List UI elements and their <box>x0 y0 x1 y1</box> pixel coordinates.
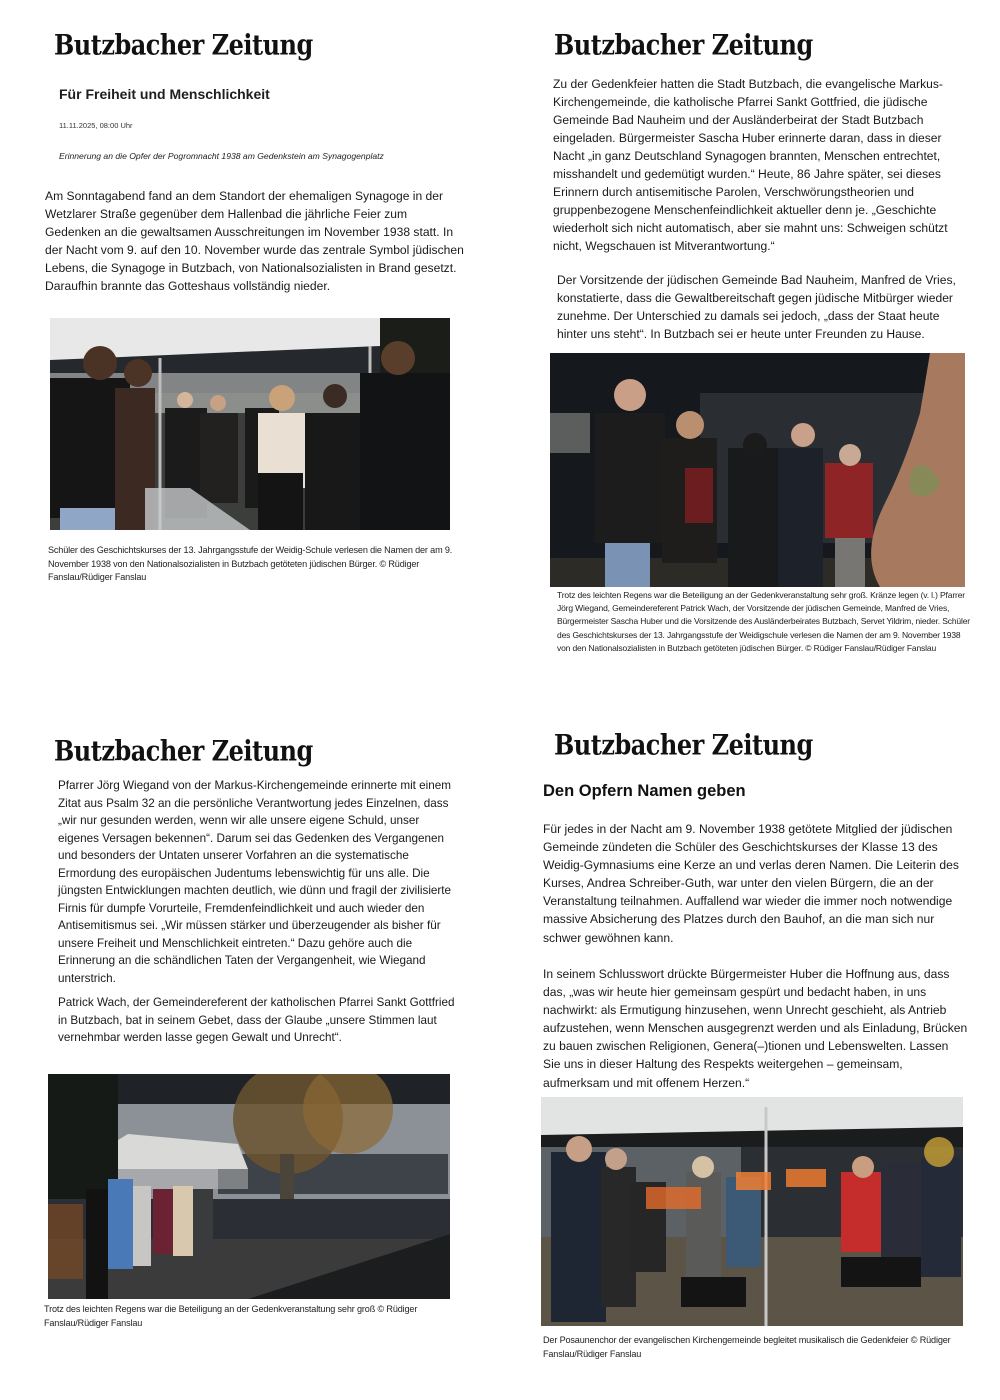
article-body <box>45 187 465 295</box>
article-body-continued <box>557 271 972 343</box>
photo-wreath-laying <box>550 353 965 587</box>
masthead-logo: Butzbacher Zeitung <box>554 728 813 762</box>
photo-caption: Trotz des leichten Regens war die Beteiligung an der Gedenkveranstaltung sehr groß © Rüdiger Fanslau/Rüdiger Fanslau <box>44 1304 418 1328</box>
photo-caption: Der Posaunenchor der evangelischen Kirchengemeinde begleitet musikalisch die Gedenkfeier © Rüdiger Fanslau/Rüdiger Fanslau <box>543 1335 951 1359</box>
masthead-logo: Butzbacher Zeitung <box>54 734 313 768</box>
article-headline: Für Freiheit und Menschlichkeit <box>59 86 270 102</box>
photo-brass-choir <box>541 1097 963 1326</box>
masthead-logo: Butzbacher Zeitung <box>54 28 313 62</box>
article-body-continued <box>58 994 458 1047</box>
article-body <box>58 777 458 987</box>
article-date: 11.11.2025, 08:00 Uhr <box>59 121 133 130</box>
article-body-continued <box>543 965 968 1092</box>
paragraph: Für jedes in der Nacht am 9. November 1938 getötete Mitglied der jüdischen Gemeinde zündeten die Schüler des Geschichtskurses der Klasse 13 des Weidig-Gymnasiums eine Kerze an und verlas deren Namen. Die Leiterin des Kurses, Andrea Schreiber-Guth, war unter den vielen Bürgern, die an der Veranstaltung teilnahmen. Auffallend war wieder die immer noch notwendige massive Absicherung des Platzes durch den Bauhof, an die man sich nur schwer gewöhnen kann. <box>543 822 959 945</box>
paragraph: Am Sonntagabend fand an dem Standort der ehemaligen Synagoge in der Wetzlarer Straße gegenüber dem Hallenbad die jährliche Feier zum Gedenken an die gewaltsamen Ausschreitungen im November 1938 statt. In der Nacht vom 9. auf den 10. November wurde das zentrale Symbol jüdischen Lebens, die Synagoge in Butzbach, von Nationalsozialisten in Brand gesetzt. Daraufhin brannte das Gotteshaus vollständig nieder. <box>45 189 464 293</box>
paragraph: Zu der Gedenkfeier hatten die Stadt Butzbach, die evangelische Markus-Kirchengemeinde, die katholische Pfarrei Sankt Gottfried, die jüdische Gemeinde Bad Nauheim und der Ausländerbeirat der Stadt Butzbach eingeladen. Bürgermeister Sascha Huber erinnerte daran, dass in dieser Nacht „in ganz Deutschland Synagogen brannten, Menschen entrechtet, misshandelt und gedemütigt wurden.“ Heute, 86 Jahre später, sei dieses Erinnern durch antisemitische Parolen, Verschwörungstheorien und gruppenbezogene Menschenfeindlichkeit aktueller denn je. „Geschichte wiederholt sich nicht automatisch, aber sie mahnt uns: Schweigen schützt nicht, Wegschauen ist Mitverantwortung.“ <box>553 77 948 253</box>
section-headline: Den Opfern Namen geben <box>543 782 746 800</box>
article-body <box>543 820 968 947</box>
photo-caption: Trotz des leichten Regens war die Beteiligung an der Gedenkveranstaltung sehr groß. Kränze legen (v. l.) Pfarrer Jörg Wiegand, Gemeindereferent Patrick Wach, der Vorsitzende der jüdischen Gemeinde, Manfred de Vries, Bürgermeister Sascha Huber und die Vorsitzende des Ausländerbeirates Butzbach, Servet Yildrim, nieder. Schüler des Geschichtskurses der 13. Jahrgangsstufe der Weidigschule verlesen die Namen der am 9. November 1938 von den Nationalsozialisten in Butzbach getöteten jüdischen Bürger. © Rüdiger Fanslau/Rüdiger Fanslau <box>557 590 970 653</box>
masthead-logo: Butzbacher Zeitung <box>554 28 813 62</box>
paragraph: In seinem Schlusswort drückte Bürgermeister Huber die Hoffnung aus, dass das, „was wir heute hier gemeinsam gespürt und bedacht haben, in uns nachwirkt: als Ermutigung hinzusehen, wenn Unrecht geschieht, als Antrieb aufzustehen, wenn Menschen ausgegrenzt werden und als Einladung, Brücken zu bauen zwischen Religionen, Genera(–)tionen und Lebenswelten. Lassen Sie uns in dieser Haltung des Respekts weitergehen – gemeinsam, aufmerksam und mit offenem Herzen.“ <box>543 967 968 1090</box>
article-body <box>553 75 973 255</box>
photo-caption: Schüler des Geschichtskurses der 13. Jahrgangsstufe der Weidig-Schule verlesen die Namen der am 9. November 1938 von den Nationalsozialisten in Butzbach getöteten jüdischen Bürger. © Rüdiger Fanslau/Rüdiger Fanslau <box>48 545 453 582</box>
article-subtitle: Erinnerung an die Opfer der Pogromnacht 1938 am Gedenkstein am Synagogenplatz <box>59 151 384 161</box>
paragraph: Patrick Wach, der Gemeindereferent der katholischen Pfarrei Sankt Gottfried in Butzbach, bat in seinem Gebet, dass der Glaube „unsere Stimmen laut vernehmbar werden lasse gegen Gewalt und Unrecht“. <box>58 996 455 1044</box>
photo-students-reading-names <box>50 318 450 530</box>
paragraph: Der Vorsitzende der jüdischen Gemeinde Bad Nauheim, Manfred de Vries, konstatierte, dass die Gewaltbereitschaft gegen jüdische Mitbürger wieder zunehme. Der Unterschied zu damals sei jedoch, „dass der Staat heute hinter uns steht“. In Butzbach sei er heute unter Freunden zu Hause. <box>557 273 956 341</box>
paragraph: Pfarrer Jörg Wiegand von der Markus-Kirchengemeinde erinnerte mit einem Zitat aus Psalm 32 an die persönliche Verantwortung jedes Einzelnen, dass „wir nur gesunden werden, wenn wir alle unsere eigene Schuld, unser eigenes Versagen bekennen“. Darum sei das Gedenken des Vergangenen und besonders der Untaten unserer Vorfahren an die systematische Ermordung des europäischen Judentums lebenswichtig für uns alle. Die jüngsten Entwicklungen machten deutlich, wie dünn und fragil der zivilisierte Firnis für dumpfe Vorurteile, Fremdenfeindlichkeit und auch wieder den Antisemitismus sei. „Wir müssen stärker und überzeugender als bisher für unsere Freiheit und Menschlichkeit eintreten.“ Dazu gehöre auch die Erinnerung an die schändlichen Taten der Vergangenheit, wie Wiegand unterstrich. <box>58 779 452 985</box>
photo-crowd-at-memorial <box>48 1074 450 1299</box>
